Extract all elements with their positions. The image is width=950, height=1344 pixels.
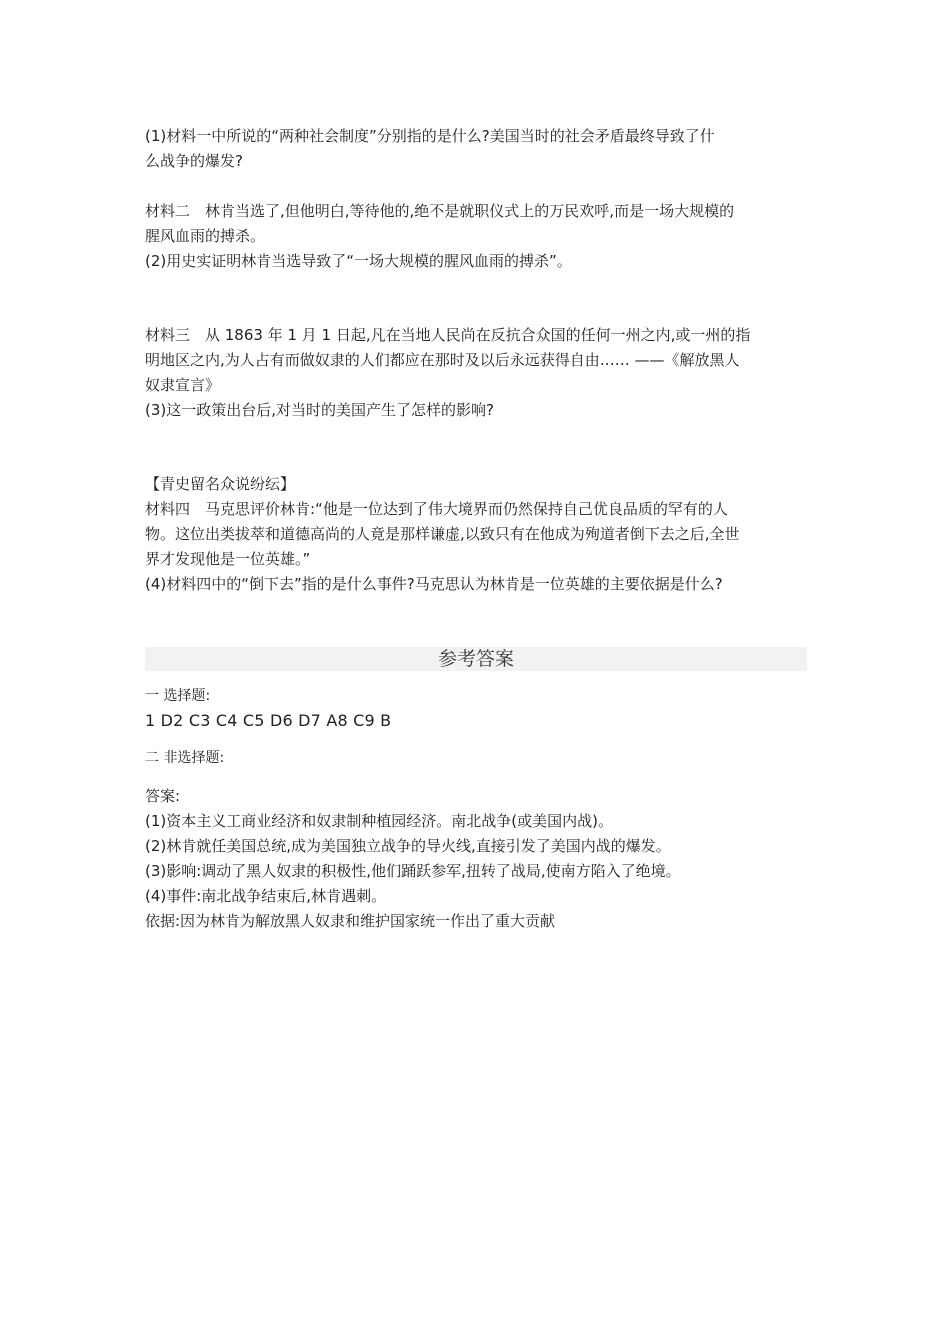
- question-2: (2)用史实证明林肯当选导致了“一场大规模的腥风血雨的搏杀”。: [145, 252, 572, 270]
- material-2-block: [145, 199, 807, 274]
- answer-item-1: (1)资本主义工商业经济和奴隶制种植园经济。南北战争(或美国内战)。: [145, 812, 613, 830]
- material-2-line-2: 腥风血雨的搏杀。: [145, 227, 266, 245]
- answer-details: [145, 784, 807, 934]
- answer-item-4: (4)事件:南北战争结束后,林肯遇刺。: [145, 887, 387, 905]
- material-4-line-1: 材料四 马克思评价林肯:“他是一位达到了伟大境界而仍然保持自己优良品质的罕有的人: [145, 500, 728, 518]
- choice-heading: [145, 684, 807, 709]
- question-1-line-1: (1)材料一中所说的“两种社会制度”分别指的是什么?美国当时的社会矛盾最终导致了什: [145, 127, 715, 145]
- section-heading-qingshi: 【青史留名众说纷纭】: [145, 475, 296, 493]
- material-4-line-2: 物。这位出类拔萃和道德高尚的人竟是那样谦虚,以致只有在他成为殉道者倒下去之后,全世: [145, 525, 740, 543]
- question-3: (3)这一政策出台后,对当时的美国产生了怎样的影响?: [145, 401, 494, 419]
- non-choice-section-heading: 二 非选择题:: [145, 750, 225, 766]
- answer-label: 答案:: [145, 787, 181, 805]
- choice-answers: [145, 708, 807, 734]
- answer-item-3: (3)影响:调动了黑人奴隶的积极性,他们踊跃参军,扭转了战局,使南方陷入了绝境。: [145, 862, 681, 880]
- non-choice-heading: [145, 746, 807, 771]
- material-3-line-1: 材料三 从 1863 年 1 月 1 日起,凡在当地人民尚在反抗合众国的任何一州之内,或一州的指: [145, 326, 751, 344]
- answer-item-5: 依据:因为林肯为解放黑人奴隶和维护国家统一作出了重大贡献: [145, 912, 556, 930]
- material-4-block: [145, 472, 807, 597]
- answer-item-2: (2)林肯就任美国总统,成为美国独立战争的导火线,直接引发了美国内战的爆发。: [145, 837, 671, 855]
- answer-title: 参考答案: [145, 647, 807, 671]
- material-3-line-3: 奴隶宣言》: [145, 376, 221, 394]
- choice-section-heading: 一 选择题:: [145, 688, 211, 704]
- question-1-line-2: 么战争的爆发?: [145, 152, 243, 170]
- question-1: [145, 124, 807, 174]
- material-2-line-1: 材料二 林肯当选了,但他明白,等待他的,绝不是就职仪式上的万民欢呼,而是一场大规模的: [145, 202, 735, 220]
- material-3-line-2: 明地区之内,为人占有而做奴隶的人们都应在那时及以后永远获得自由…… ——《解放黑人: [145, 351, 740, 369]
- material-3-block: [145, 323, 807, 423]
- question-4: (4)材料四中的“倒下去”指的是什么事件?马克思认为林肯是一位英雄的主要依据是什么?: [145, 575, 723, 593]
- choice-answers-line: 1 D2 C3 C4 C5 D6 D7 A8 C9 B: [145, 711, 392, 730]
- material-4-line-3: 界才发现他是一位英雄。”: [145, 550, 311, 568]
